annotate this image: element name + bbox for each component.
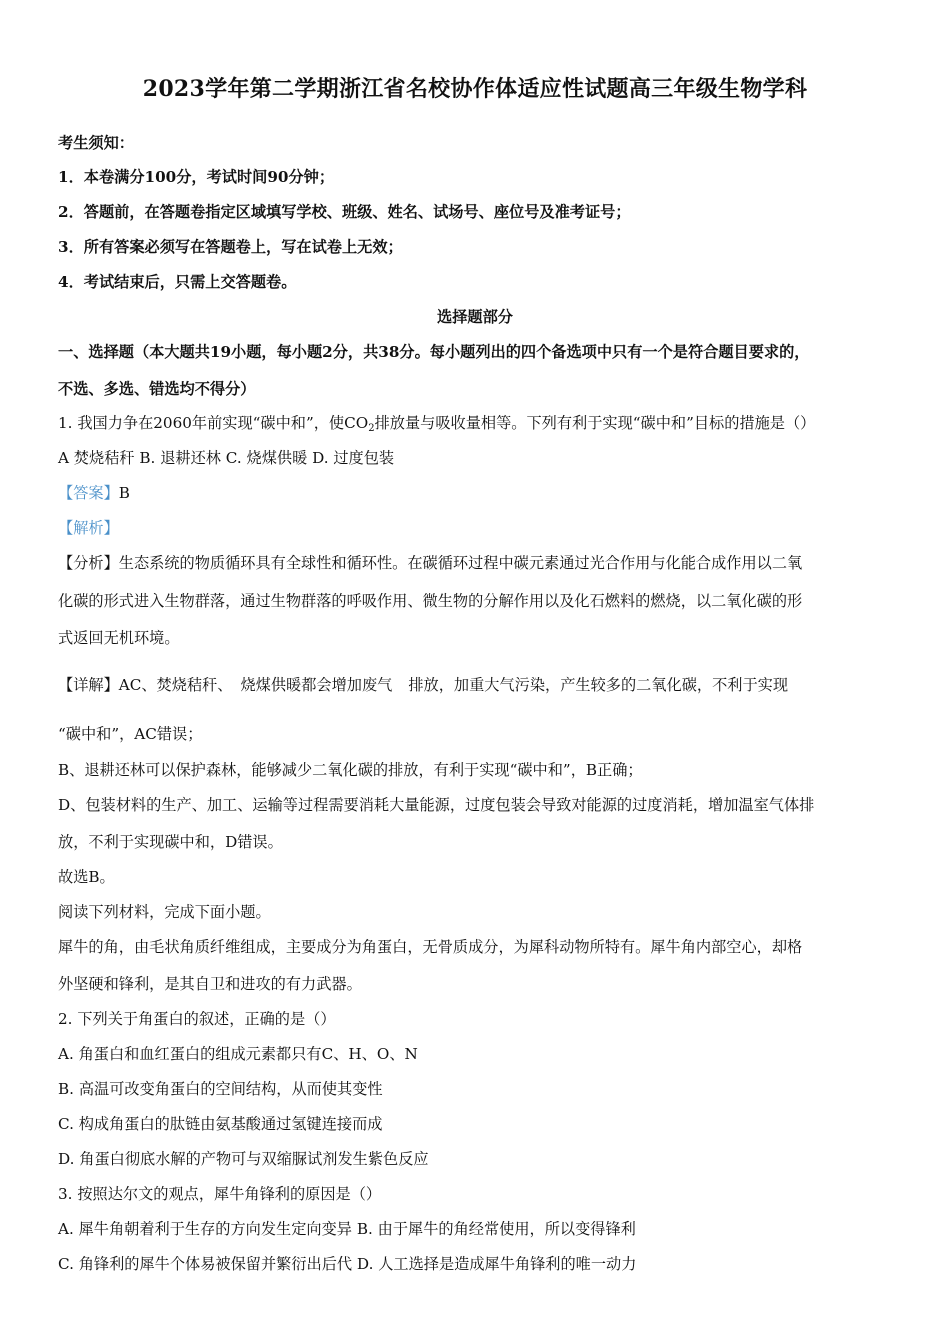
fenxi-text-1: 生态系统的物质循环具有全球性和循环性。在碳循环过程中碳元素通过光合作用与化能合成作用以二氧: [118, 554, 803, 572]
answer-line: [58, 482, 130, 503]
xiangjie-text-b: 烧煤供暖都会增加废气: [240, 676, 393, 694]
xiangjie-line-1: [58, 674, 788, 695]
fenxi-line-3: 式返回无机环境。: [58, 629, 180, 647]
question-2-option-d: D. 角蛋白彻底水解的产物可与双缩脲试剂发生紫色反应: [58, 1150, 429, 1168]
question-2-option-c: C. 构成角蛋白的肽链由氨基酸通过氢键连接而成: [58, 1115, 383, 1133]
material-intro: 阅读下列材料，完成下面小题。: [58, 903, 271, 921]
exam-title: 2023学年第二学期浙江省名校协作体适应性试题高三年级生物学科: [142, 76, 808, 102]
question-2-option-b: B. 高温可改变角蛋白的空间结构，从而使其变性: [58, 1080, 383, 1098]
fenxi-line-1: [58, 552, 802, 573]
analysis-tag: 【解析】: [58, 519, 119, 537]
part-one-instructions-1: 一、选择题（本大题共19小题，每小题2分，共38分。每小题列出的四个备选项中只有一个是符合题目要求的，: [58, 343, 810, 361]
question-2-option-a: A. 角蛋白和血红蛋白的组成元素都只有C、H、O、N: [58, 1045, 418, 1063]
conclusion: 故选B。: [58, 868, 115, 886]
notice-item-2: 2．答题前，在答题卷指定区域填写学校、班级、姓名、试场号、座位号及准考证号；: [58, 203, 631, 221]
section-title: 选择题部分: [437, 308, 513, 326]
part-one-instructions-2: 不选、多选、错选均不得分）: [58, 380, 256, 398]
xiangjie-text-a: AC、焚烧秸秆、: [118, 676, 233, 694]
question-1-stem: [58, 412, 815, 434]
explanation-d-2: 放，不利于实现碳中和，D错误。: [58, 833, 283, 851]
answer-tag: 【答案】: [58, 484, 119, 502]
material-line-2: 外坚硬和锋利，是其自卫和进攻的有力武器。: [58, 975, 362, 993]
explanation-d-1: D、包装材料的生产、加工、运输等过程需要消耗大量能源，过度包装会导致对能源的过度消耗，增加温室气体排: [58, 796, 815, 814]
answer-value: B: [118, 484, 130, 502]
fenxi-tag: 【分析】: [58, 554, 119, 572]
question-3-stem: 3. 按照达尔文的观点，犀牛角锋利的原因是（）: [58, 1185, 382, 1203]
question-3-options-ab: A. 犀牛角朝着利于生存的方向发生定向变异 B. 由于犀牛的角经常使用，所以变得锋利: [58, 1220, 636, 1238]
question-1-stem-part-b: 排放量与吸收量相等。下列有利于实现“碳中和”目标的措施是（）: [374, 414, 816, 432]
co2-subscript: 2: [368, 423, 375, 434]
material-line-1: 犀牛的角，由毛状角质纤维组成，主要成分为角蛋白，无骨质成分，为犀科动物所特有。犀牛角内部空心，却格: [58, 938, 803, 956]
xiangjie-text-c: 排放，加重大气污染，产生较多的二氧化碳，不利于实现: [408, 676, 789, 694]
xiangjie-line-2: “碳中和”，AC错误；: [58, 725, 203, 743]
question-1-stem-part-a: 1. 我国力争在2060年前实现“碳中和”，使CO: [58, 414, 369, 432]
notice-item-1: 1．本卷满分100分，考试时间90分钟；: [58, 168, 335, 186]
explanation-b: B、退耕还林可以保护森林，能够减少二氧化碳的排放，有利于实现“碳中和”，B正确；: [58, 761, 643, 779]
notice-item-4: 4．考试结束后，只需上交答题卷。: [58, 273, 297, 291]
fenxi-line-2: 化碳的形式进入生物群落，通过生物群落的呼吸作用、微生物的分解作用以及化石燃料的燃烧，以二氧化碳的形: [58, 592, 803, 610]
notice-item-3: 3．所有答案必须写在答题卷上，写在试卷上无效；: [58, 238, 403, 256]
notice-heading: 考生须知：: [58, 134, 134, 152]
xiangjie-tag: 【详解】: [58, 676, 119, 694]
question-2-stem: 2. 下列关于角蛋白的叙述，正确的是（）: [58, 1010, 336, 1028]
question-3-options-cd: C. 角锋利的犀牛个体易被保留并繁衍出后代 D. 人工选择是造成犀牛角锋利的唯一动力: [58, 1255, 637, 1273]
question-1-options: A 焚烧秸秆 B. 退耕还林 C. 烧煤供暖 D. 过度包装: [58, 449, 395, 467]
